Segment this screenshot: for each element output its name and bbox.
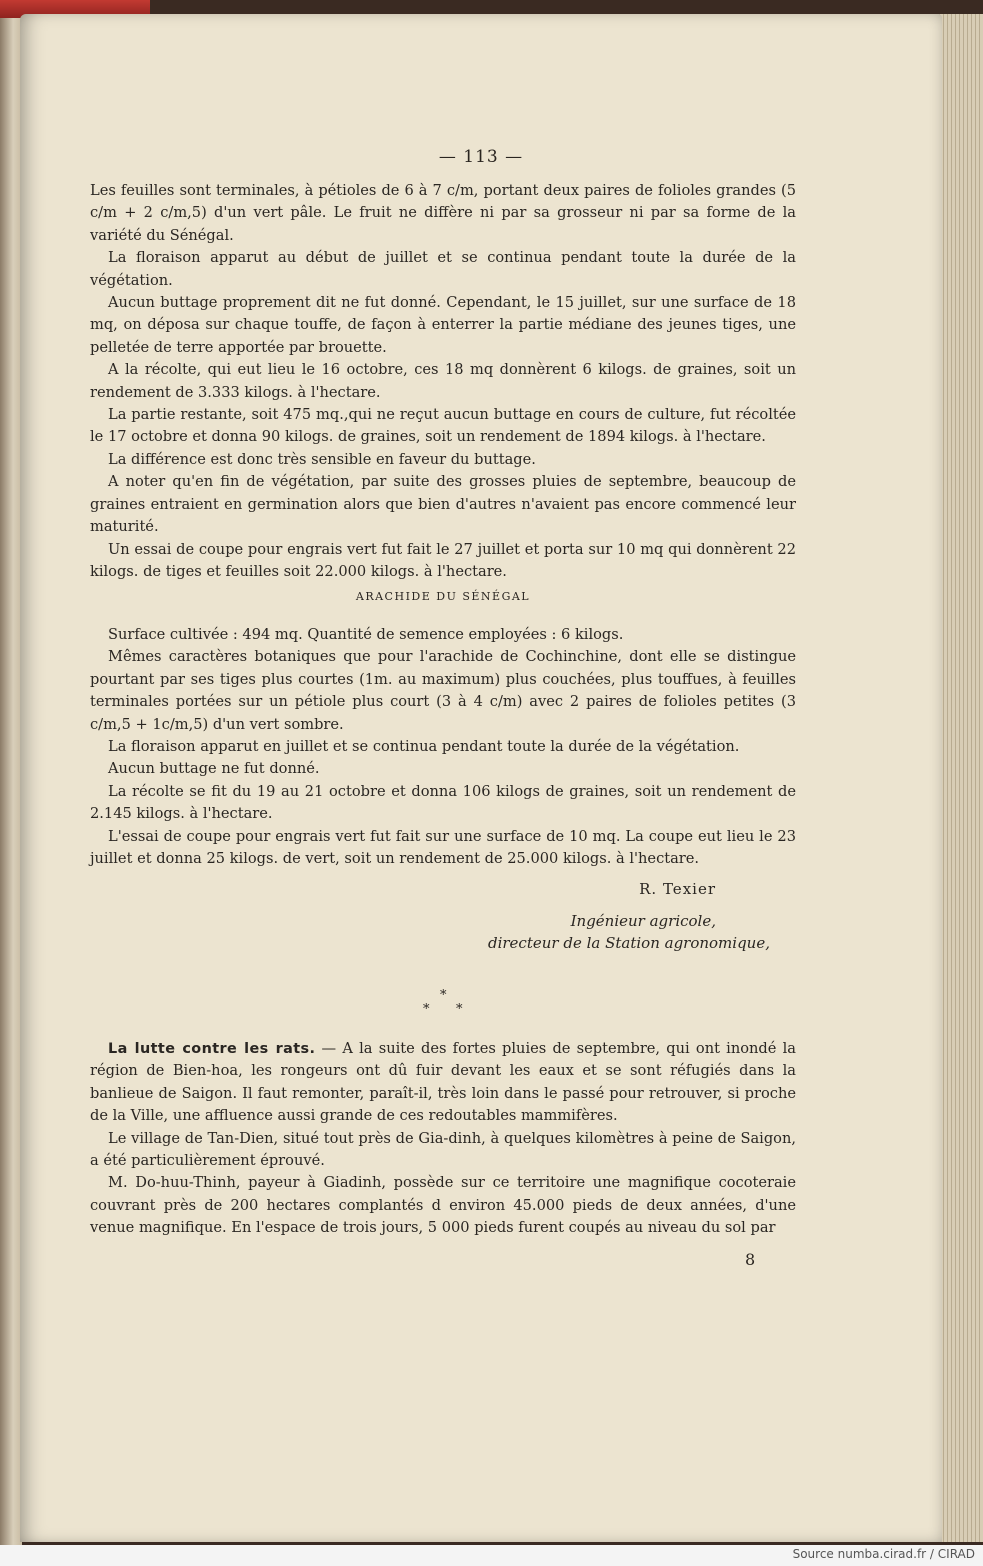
asterism-star: * [423, 1002, 430, 1017]
author-affiliation: directeur de la Station agronomique, [487, 934, 770, 952]
book-spine-edge [0, 0, 22, 1545]
paragraph: Aucun buttage proprement dit ne fut donné. Cependant, le 15 juillet, sur une surface de 18 mq, on déposa sur chaque touffe, de façon à enterrer la partie médiane des jeunes tiges, une pelletée de terre apportée par brouette. [90, 294, 796, 356]
paragraph: La floraison apparut en juillet et se continua pendant toute la durée de la végétation. [108, 738, 740, 756]
author-title: Ingénieur agricole, [570, 912, 716, 930]
paragraph: Surface cultivée : 494 mq. Quantité de semence employées : 6 kilogs. [108, 626, 624, 643]
asterism-separator [380, 988, 500, 1020]
paragraph: A noter qu'en fin de végétation, par suite des grosses pluies de septembre, beaucoup de graines entraient en germination alors que bien d'autres n'avaient pas encore commencé leur maturité. [90, 473, 796, 536]
asterism-star: * [440, 988, 447, 1003]
paragraph: Le village de Tan-Dien, situé tout près de Gia-dinh, à quelques kilomètres à peine de Saigon, a été particulièrement éprouvé. [90, 1129, 796, 1170]
section-heading: ARACHIDE DU SÉNÉGAL [355, 590, 531, 603]
page-fore-edge [936, 14, 983, 1542]
paragraph: L'essai de coupe pour engrais vert fut fait sur une surface de 10 mq. La coupe eut lieu le 23 juillet et donna 25 kilogs. de vert, soit un rendement de 25.000 kilogs. à l'hectare. [90, 827, 796, 868]
lead-paragraph [90, 1038, 796, 1128]
source-credit: Source numba.cirad.fr / CIRAD [792, 1547, 975, 1561]
paragraph: La récolte se fit du 19 au 21 octobre et donna 106 kilogs de graines, soit un rendement de 2.145 kilogs. à l'hectare. [90, 782, 796, 823]
paragraph: Les feuilles sont terminales, à pétioles de 6 à 7 c/m, portant deux paires de folioles grandes (5 c/m + 2 c/m,5) d'un vert pâle. Le fruit ne diffère ni par sa grosseur ni par sa forme de la variété du Sénégal. [90, 182, 796, 244]
paragraph: Mêmes caractères botaniques que pour l'arachide de Cochinchine, dont elle se distingue pourtant par ses tiges plus courtes (1m. au maximum) plus couchées, plus touffues, à feuilles terminales portées sur un pétiole plus court (3 à 4 c/m) avec 2 paires de folioles petites (3 c/m,5 + 1c/m,5) d'un vert sombre. [90, 648, 796, 733]
article-title: La lutte contre les rats. [108, 1041, 316, 1057]
page-number: — 113 — [438, 147, 524, 167]
paragraph: La partie restante, soit 475 mq.,qui ne reçut aucun buttage en cours de culture, fut récoltée le 17 octobre et donna 90 kilogs. de graines, soit un rendement de 1894 kilogs. à l'hectare. [90, 406, 796, 446]
signature-mark: 8 [745, 1250, 756, 1269]
author-name: R. Texier [639, 880, 716, 898]
lead-paragraph-text: — A la suite des fortes pluies de septembre, qui ont inondé la région de Bien-hoa, les rongeurs ont dû fuir devant les eaux et se sont réfugiés dans la banlieue de Saigon. Il faut remonter, paraît-il, très loin dans le passé pour retrouver, si proche de la Ville, une affluence aussi grande de ces redoutables mammifères. [90, 1040, 797, 1125]
paragraph: Aucun buttage ne fut donné. [108, 760, 320, 778]
section-groundnut-senegal [90, 624, 796, 870]
paragraph: La différence est donc très sensible en faveur du buttage. [108, 450, 536, 468]
paragraph: A la récolte, qui eut lieu le 16 octobre, ces 18 mq donnèrent 6 kilogs. de graines, soit un rendement de 3.333 kilogs. à l'hectare. [90, 361, 796, 401]
asterism-star: * [456, 1002, 463, 1017]
section-groundnut-cochinchina [90, 180, 796, 583]
paragraph: M. Do-huu-Thinh, payeur à Giadinh, possède sur ce territoire une magnifique cocoteraie couvrant près de 200 hectares complantés d environ 45.000 pieds de deux années, d'une venue magnifique. En l'espace de trois jours, 5 000 pieds furent coupés au niveau du sol par [90, 1174, 796, 1237]
paragraph: La floraison apparut au début de juillet et se continua pendant toute la durée de la végétation. [90, 249, 796, 289]
section-rat-control [90, 1038, 796, 1240]
paragraph: Un essai de coupe pour engrais vert fut fait le 27 juillet et porta sur 10 mq qui donnèrent 22 kilogs. de tiges et feuilles soit 22.000 kilogs. à l'hectare. [90, 540, 796, 580]
